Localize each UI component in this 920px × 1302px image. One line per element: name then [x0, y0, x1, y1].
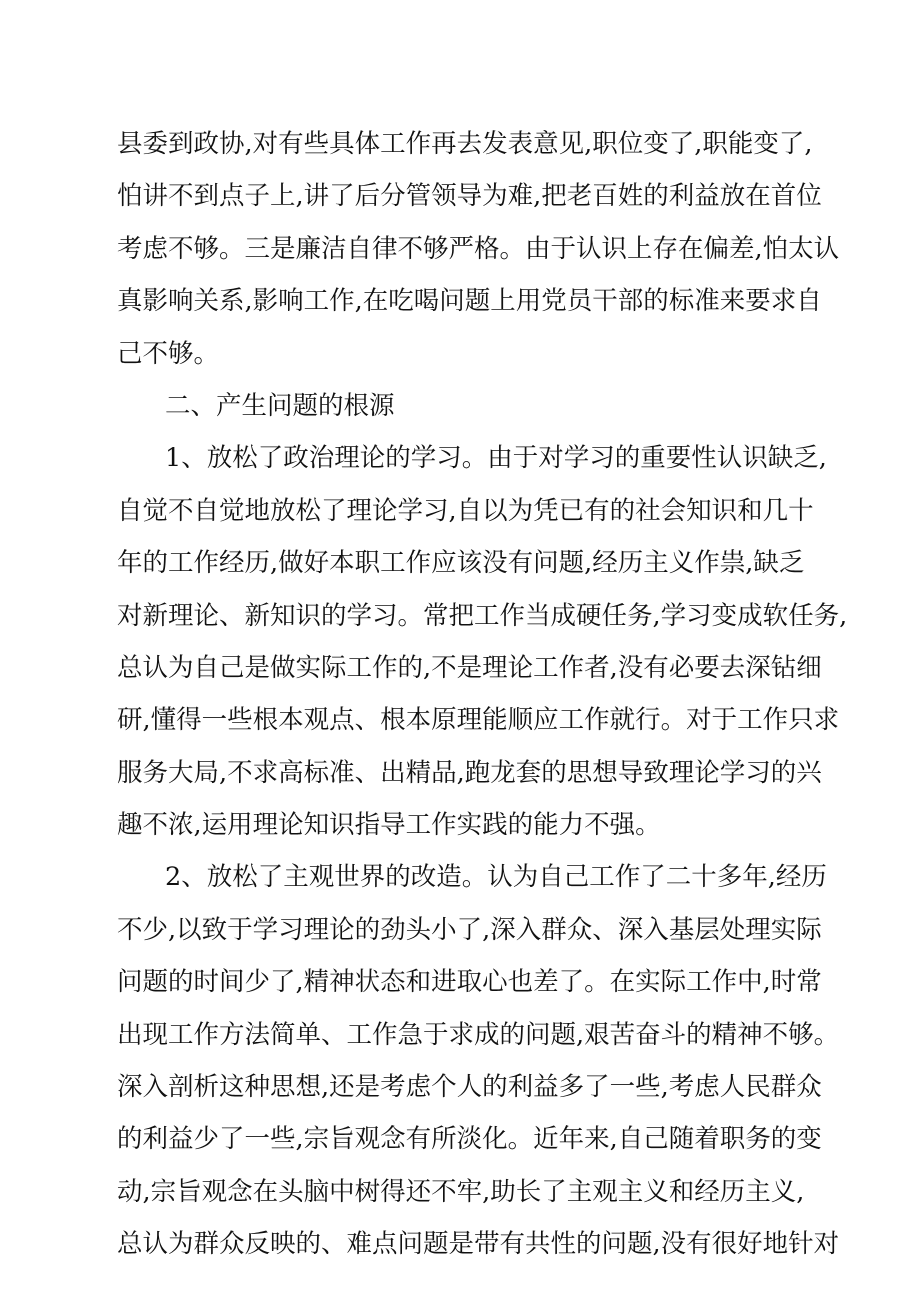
- paragraph-line: 对新理论、新知识的学习。常把工作当成硬任务,学习变成软任务,: [117, 600, 848, 631]
- paragraph-line: 研,懂得一些根本观点、根本原理能顺应工作就行。对于工作只求: [117, 705, 840, 736]
- paragraph-line: 真影响关系,影响工作,在吃喝问题上用党员干部的标准来要求自: [117, 286, 822, 317]
- paragraph-line: 动,宗旨观念在头脑中树得还不牢,助长了主观主义和经历主义,: [117, 1176, 805, 1207]
- paragraph-line: 考虑不够。三是廉洁自律不够严格。由于认识上存在偏差,怕太认: [117, 233, 840, 264]
- paragraph-line: 2、放松了主观世界的改造。认为自己工作了二十多年,经历: [165, 862, 827, 893]
- paragraph-line: 怕讲不到点子上,讲了后分管领导为难,把老百姓的利益放在首位: [117, 181, 822, 212]
- paragraph-line: 趣不浓,运用理论知识指导工作实践的能力不强。: [117, 810, 661, 841]
- paragraph-line: 深入剖析这种思想,还是考虑个人的利益多了一些,考虑人民群众: [117, 1072, 822, 1103]
- paragraph-line: 1、放松了政治理论的学习。由于对学习的重要性认识缺乏,: [165, 443, 827, 474]
- paragraph-line: 自觉不自觉地放松了理论学习,自以为凭已有的社会知识和几十: [117, 495, 814, 526]
- paragraph-line: 的利益少了一些,宗旨观念有所淡化。近年来,自己随着职务的变: [117, 1124, 822, 1155]
- section-heading: 二、产生问题的根源: [165, 390, 395, 421]
- paragraph-line: 县委到政协,对有些具体工作再去发表意见,职位变了,职能变了,: [117, 129, 813, 159]
- paragraph-line: 出现工作方法简单、工作急于求成的问题,艰苦奋斗的精神不够。: [117, 1019, 840, 1050]
- document-body: [117, 118, 848, 1271]
- paragraph-line: 问题的时间少了,精神状态和进取心也差了。在实际工作中,时常: [117, 967, 822, 998]
- paragraph-line: 总认为自己是做实际工作的,不是理论工作者,没有必要去深钻细: [117, 652, 822, 683]
- paragraph-line: 总认为群众反映的、难点问题是带有共性的问题,没有很好地针对: [117, 1229, 840, 1260]
- paragraph-line: 不少,以致于学习理论的劲头小了,深入群众、深入基层处理实际: [117, 914, 822, 945]
- paragraph-line: 己不够。: [117, 338, 220, 369]
- paragraph-line: 服务大局,不求高标准、出精品,跑龙套的思想导致理论学习的兴: [117, 757, 822, 788]
- paragraph-line: 年的工作经历,做好本职工作应该没有问题,经历主义作祟,缺乏: [117, 548, 805, 579]
